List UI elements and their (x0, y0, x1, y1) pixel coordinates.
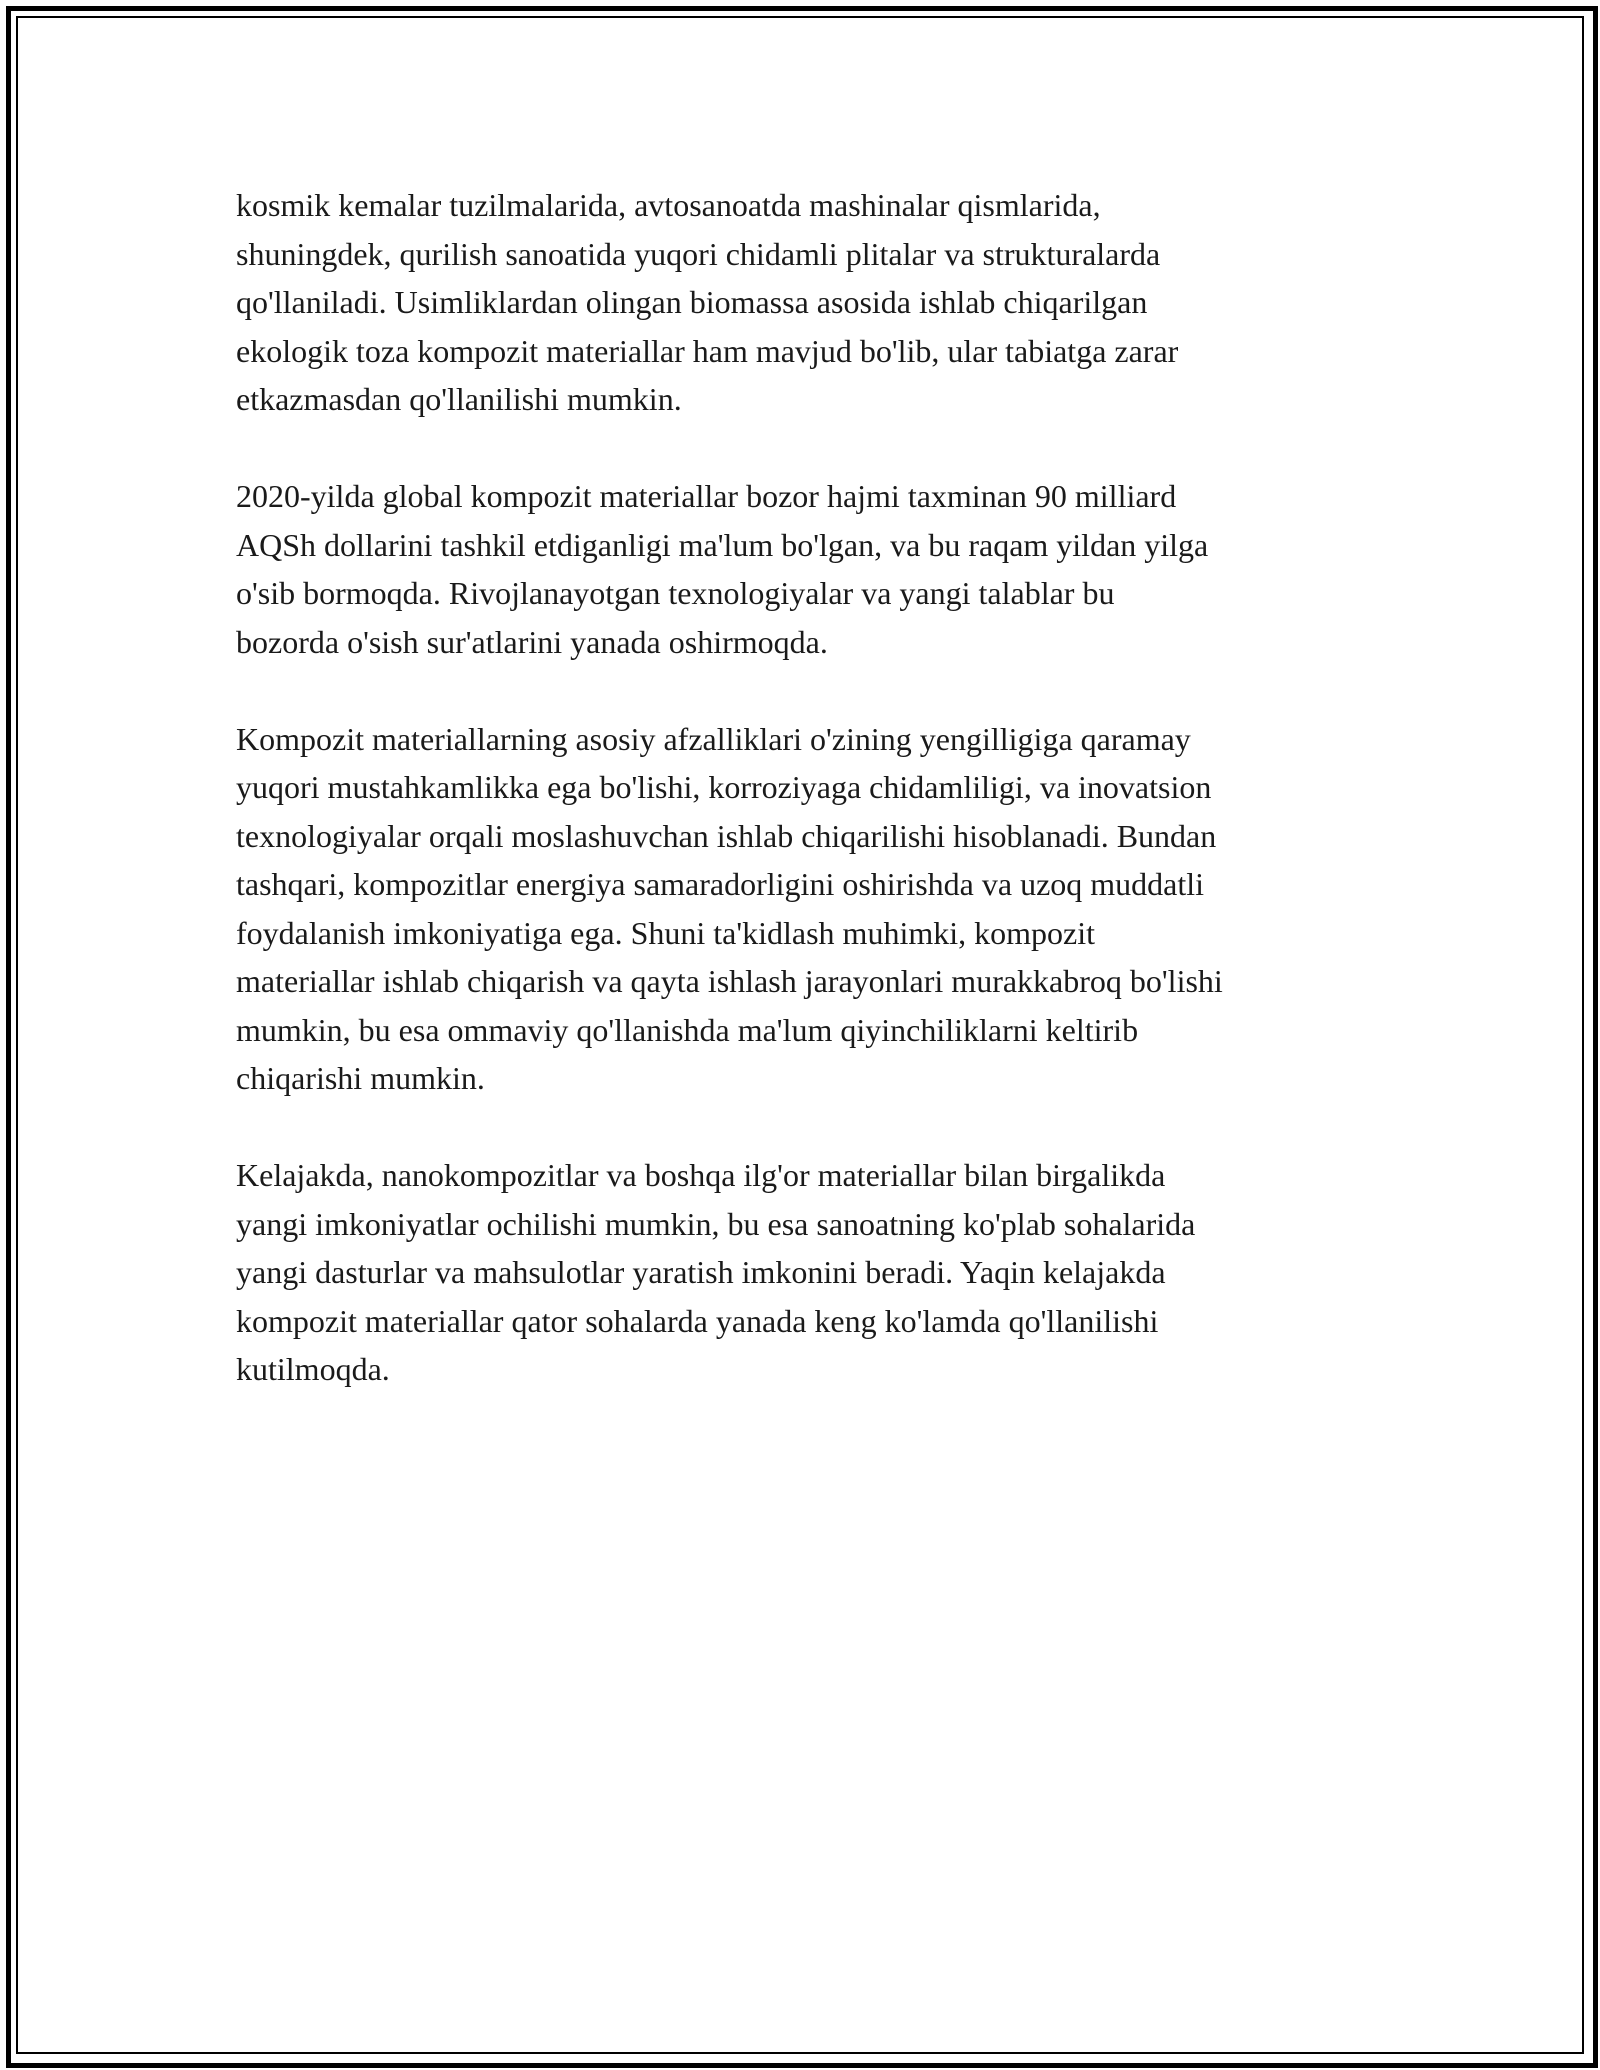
text-line: kompozit materiallar qator sohalarda yanada keng ko'lamda qo'llanilishi (236, 1302, 1159, 1339)
text-line: kutilmoqda. (236, 1351, 390, 1387)
text-line: mumkin, bu esa ommaviy qo'llanishda ma'lum qiyinchiliklarni keltirib (236, 1011, 1139, 1048)
text-line: kosmik kemalar tuzilmalarida, avtosanoatda mashinalar qismlarida, (236, 187, 1101, 223)
text-line: chiqarishi mumkin. (236, 1060, 485, 1096)
text-line: qo'llaniladi. Usimliklardan olingan biomassa asosida ishlab chiqarilgan (236, 284, 1148, 320)
text-line: yangi imkoniyatlar ochilishi mumkin, bu esa sanoatning ko'plab sohalarida (236, 1205, 1196, 1242)
text-line: materiallar ishlab chiqarish va qayta ishlash jarayonlari murakkabroq bo'lishi (236, 963, 1223, 999)
text-line: o'sib bormoqda. Rivojlanayotgan texnologiyalar va yangi talablar bu (236, 575, 1115, 611)
text-line: AQSh dollarini tashkil etdiganligi ma'lum bo'lgan, va bu raqam yildan yilga (236, 526, 1209, 563)
text-line: etkazmasdan qo'llanilishi mumkin. (236, 381, 682, 417)
paragraph-2 (236, 472, 1376, 666)
paragraph-4 (236, 1151, 1376, 1394)
text-line: yangi dasturlar va mahsulotlar yaratish imkonini beradi. Yaqin kelajakda (236, 1254, 1166, 1290)
text-line: foydalanish imkoniyatiga ega. Shuni ta'kidlash muhimki, kompozit (236, 914, 1095, 951)
text-line: tashqari, kompozitlar energiya samaradorligini oshirishda va uzoq muddatli (236, 866, 1205, 902)
text-line: bozorda o'sish sur'atlarini yanada oshirmoqda. (236, 623, 828, 660)
text-line: ekologik toza kompozit materiallar ham mavjud bo'lib, ular tabiatga zarar (236, 332, 1179, 369)
text-line: yuqori mustahkamlikka ega bo'lishi, korroziyaga chidamliligi, va inovatsion (236, 769, 1212, 805)
text-line: 2020-yilda global kompozit materiallar bozor hajmi taxminan 90 milliard (236, 478, 1177, 514)
text-line: shuningdek, qurilish sanoatida yuqori chidamli plitalar va strukturalarda (236, 235, 1161, 272)
text-line: Kompozit materiallarning asosiy afzalliklari o'zining yengilligiga qaramay (236, 720, 1191, 757)
text-line: Kelajakda, nanokompozitlar va boshqa ilg'or materiallar bilan birgalikda (236, 1157, 1166, 1193)
document-body (236, 181, 1376, 1442)
paragraph-1 (236, 181, 1376, 424)
paragraph-3 (236, 715, 1376, 1103)
text-line: texnologiyalar orqali moslashuvchan ishlab chiqarilishi hisoblanadi. Bundan (236, 817, 1217, 854)
